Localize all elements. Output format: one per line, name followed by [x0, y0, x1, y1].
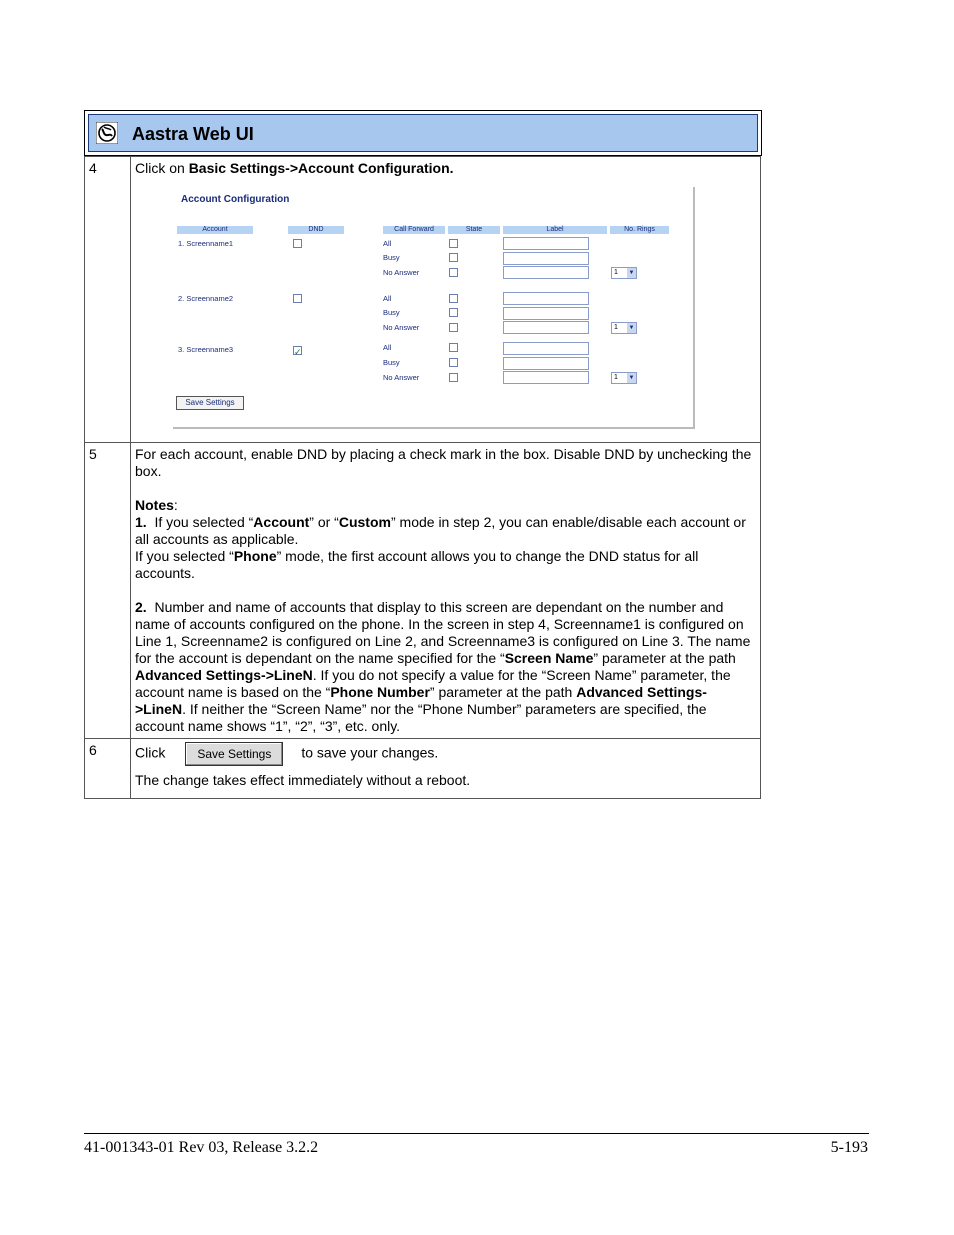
note-text: ” parameter at the path	[429, 684, 577, 700]
chevron-down-icon: ▼	[628, 270, 635, 276]
chevron-down-icon: ▼	[628, 325, 635, 331]
panel-header	[84, 110, 762, 156]
note-bold: Phone	[233, 548, 277, 564]
cf-mode-all: All	[383, 239, 392, 248]
steps-table	[84, 156, 761, 799]
save-settings-button[interactable]: Save Settings	[185, 742, 283, 766]
cf-mode-busy: Busy	[383, 358, 400, 367]
account-name: 1. Screenname1	[178, 239, 234, 248]
state-checkbox[interactable]	[449, 268, 458, 277]
cf-mode-all: All	[383, 294, 392, 303]
note-1-phone	[135, 548, 756, 582]
note-bold: Advanced Settings->LineN	[135, 684, 707, 717]
note-bold: Phone Number	[330, 684, 430, 700]
note-text: . If neither the “Screen Name” nor the “Phone Number” parameters are specified, the account name shows “1”, “2”, “3”, etc. only.	[135, 701, 707, 734]
footer-page-number: 5-193	[830, 1139, 868, 1156]
note-text: If you selected “	[154, 514, 254, 530]
state-checkbox[interactable]	[449, 343, 458, 352]
dnd-checkbox[interactable]	[293, 294, 302, 303]
step-instruction	[135, 160, 756, 177]
label-input[interactable]	[503, 266, 589, 279]
instruction-text: Click on	[135, 160, 189, 176]
footer-document-id: 41-001343-01 Rev 03, Release 3.2.2	[84, 1139, 319, 1156]
step-row-4	[85, 157, 761, 443]
menu-path: Basic Settings->Account Configuration.	[188, 160, 454, 176]
state-checkbox[interactable]	[449, 323, 458, 332]
note-text: If you selected “	[135, 548, 234, 564]
label-input[interactable]	[503, 292, 589, 305]
label-input[interactable]	[503, 342, 589, 355]
header-dnd: DND	[288, 226, 344, 234]
rings-select[interactable]	[611, 322, 637, 334]
header-call-forward: Call Forward	[383, 226, 445, 234]
step-number: 4	[85, 157, 131, 443]
globe-phone-icon	[96, 122, 118, 144]
state-checkbox[interactable]	[449, 308, 458, 317]
step-intro: For each account, enable DND by placing a check mark in the box. Disable DND by unchecking the box.	[135, 446, 752, 479]
state-checkbox[interactable]	[449, 253, 458, 262]
state-checkbox[interactable]	[449, 239, 458, 248]
save-settings-button[interactable]: Save Settings	[176, 396, 244, 410]
note-text: ” mode, the first account allows you to change the DND status for all accounts.	[135, 548, 699, 581]
step-content	[131, 443, 761, 739]
step-content	[131, 157, 761, 443]
footer-divider	[84, 1133, 869, 1134]
note-text: Number and name of accounts that display to this screen are dependant on the number and name of accounts configured on the phone. In the screen in step 4, Screenname1 is configured on Line 1, Screenname2 is configured on Line 2, and Screenname3 is configured on Line 3. The name for the account is dependant on the name specified for the “	[135, 599, 751, 666]
cf-mode-no-answer: No Answer	[383, 268, 420, 277]
cf-mode-all: All	[383, 343, 392, 352]
step-number: 6	[85, 739, 131, 799]
label-input[interactable]	[503, 321, 589, 334]
cf-mode-no-answer: No Answer	[383, 373, 420, 382]
note-text: ” or “	[309, 514, 339, 530]
note-bold: Advanced Settings->LineN	[135, 667, 313, 683]
rings-select[interactable]	[611, 267, 637, 279]
cf-mode-busy: Busy	[383, 253, 400, 262]
note-text: ” mode in step 2, you can enable/disable each account or all accounts as applicable.	[135, 514, 746, 547]
account-configuration-title: Account Configuration	[181, 194, 290, 205]
step-note: The change takes effect immediately without a reboot.	[135, 772, 471, 788]
header-state: State	[448, 226, 500, 234]
account-name: 2. Screenname2	[178, 294, 234, 303]
note-2	[135, 599, 756, 735]
note-bold: Screen Name	[504, 650, 594, 666]
cf-mode-busy: Busy	[383, 308, 400, 317]
panel-header-bar	[88, 114, 758, 152]
step-number: 5	[85, 443, 131, 739]
rings-value: 1	[614, 324, 618, 331]
rings-select[interactable]	[611, 372, 637, 384]
header-label: Label	[503, 226, 607, 234]
note-text: . If you do not specify a value for the “Screen Name” parameter, the account name is based on the “	[135, 667, 731, 700]
rings-value: 1	[614, 269, 618, 276]
note-number: 1.	[135, 514, 147, 530]
label-input[interactable]	[503, 237, 589, 250]
account-configuration-screenshot	[173, 187, 695, 429]
note-text: ” parameter at the path	[593, 650, 736, 666]
step-click-line	[135, 742, 756, 766]
header-account: Account	[177, 226, 253, 234]
state-checkbox[interactable]	[449, 373, 458, 382]
step-content	[131, 739, 761, 799]
note-bold: Account	[253, 514, 310, 530]
notes-label: Notes	[135, 497, 174, 513]
dnd-checkbox[interactable]	[293, 239, 302, 248]
label-input[interactable]	[503, 307, 589, 320]
label-input[interactable]	[503, 252, 589, 265]
state-checkbox[interactable]	[449, 294, 458, 303]
cf-mode-no-answer: No Answer	[383, 323, 420, 332]
note-bold: Custom	[338, 514, 391, 530]
step-row-5	[85, 443, 761, 739]
note-number: 2.	[135, 599, 147, 615]
notes-heading: Notes:	[135, 497, 178, 513]
account-name: 3. Screenname3	[178, 345, 234, 354]
rings-value: 1	[614, 374, 618, 381]
label-input[interactable]	[503, 357, 589, 370]
note-1	[135, 514, 756, 548]
state-checkbox[interactable]	[449, 358, 458, 367]
header-no-rings: No. Rings	[610, 226, 669, 234]
click-text: Click	[135, 744, 166, 761]
dnd-checkbox[interactable]	[293, 346, 302, 355]
chevron-down-icon: ▼	[628, 375, 635, 381]
panel-title: Aastra Web UI	[132, 124, 254, 144]
label-input[interactable]	[503, 371, 589, 384]
after-text: to save your changes.	[301, 744, 439, 761]
step-row-6	[85, 739, 761, 799]
aastra-web-ui-panel	[84, 110, 762, 788]
